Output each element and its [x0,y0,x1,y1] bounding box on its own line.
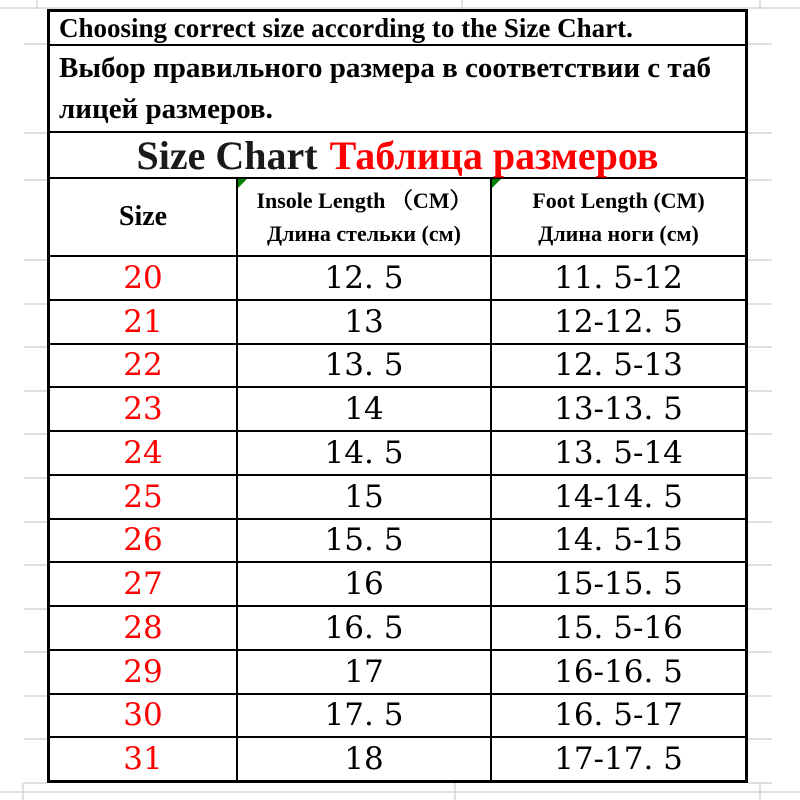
size-cell-value: 20 [123,259,163,296]
size-cell [50,695,236,737]
foot-cell-value: 17-17. 5 [554,741,683,778]
instruction-row-ru [50,46,745,133]
size-cell-value: 22 [123,347,163,384]
column-header-row [50,179,745,257]
size-cell-value: 31 [123,741,163,778]
foot-cell [490,345,745,387]
insole-cell-value: 15. 5 [324,522,404,559]
insole-cell-value: 16 [344,566,384,603]
insole-cell-value: 18 [344,741,384,778]
table-row [50,432,745,476]
insole-cell [236,301,490,343]
foot-cell-value: 14-14. 5 [554,478,683,515]
size-cell [50,607,236,649]
table-row [50,301,745,345]
insole-cell-value: 13 [344,303,384,340]
foot-cell-value: 12. 5-13 [554,347,683,384]
size-cell [50,301,236,343]
size-cell [50,563,236,605]
foot-cell-value: 13-13. 5 [554,391,683,428]
size-cell [50,520,236,562]
cell-corner-flag-icon [492,179,501,188]
size-cell-value: 28 [123,609,163,646]
instruction-text-en: Choosing correct size according to the Size Chart. [59,12,633,43]
size-cell-value: 25 [123,478,163,515]
size-cell-value: 29 [123,653,163,690]
table-row [50,388,745,432]
instruction-row-en [50,12,745,46]
size-cell-value: 24 [123,434,163,471]
header-foot-ru: Длина ноги (см) [538,221,699,246]
foot-cell-value: 16-16. 5 [554,653,683,690]
instruction-text-ru: Выбор правильного размера в соответствии с таб лицей размеров. [59,51,712,125]
foot-cell [490,476,745,518]
table-title-ru: Таблица размеров [329,132,659,178]
table-row [50,607,745,651]
foot-cell [490,607,745,649]
insole-cell [236,520,490,562]
insole-cell-value: 14 [344,391,384,428]
foot-cell [490,520,745,562]
foot-cell [490,432,745,474]
table-row [50,520,745,564]
header-size-label: Size [118,201,168,232]
insole-cell [236,651,490,693]
header-size [50,179,236,255]
size-cell-value: 26 [123,522,163,559]
header-insole-length [236,179,490,255]
size-cell [50,432,236,474]
header-insole-en: Insole Length （CM） [256,188,472,213]
size-cell [50,388,236,430]
foot-cell-value: 11. 5-12 [554,259,683,296]
cell-corner-flag-icon [238,179,247,188]
table-title-en: Size Chart [136,132,318,178]
foot-cell-value: 16. 5-17 [554,697,683,734]
size-cell-value: 23 [123,391,163,428]
insole-cell [236,257,490,299]
size-cell-value: 21 [123,303,163,340]
table-title-row [50,133,745,179]
header-insole-ru: Длина стельки (см) [267,221,461,246]
size-cell [50,651,236,693]
size-chart-table [47,9,748,783]
insole-cell [236,388,490,430]
header-foot-length [490,179,745,255]
insole-cell [236,563,490,605]
foot-cell [490,651,745,693]
foot-cell-value: 14. 5-15 [554,522,683,559]
size-cell [50,738,236,780]
size-cell [50,345,236,387]
foot-cell [490,301,745,343]
size-cell [50,476,236,518]
foot-cell-value: 15-15. 5 [554,566,683,603]
header-foot-en: Foot Length (CM) [532,188,705,213]
table-row [50,695,745,739]
foot-cell-value: 13. 5-14 [554,434,683,471]
insole-cell-value: 12. 5 [324,259,404,296]
insole-cell-value: 15 [344,478,384,515]
table-row [50,257,745,301]
foot-cell [490,257,745,299]
foot-cell [490,695,745,737]
foot-cell [490,388,745,430]
size-cell [50,257,236,299]
table-row [50,563,745,607]
insole-cell-value: 17 [344,653,384,690]
insole-cell-value: 13. 5 [324,347,404,384]
size-cell-value: 27 [123,566,163,603]
foot-cell [490,563,745,605]
table-row [50,476,745,520]
size-cell-value: 30 [123,697,163,734]
foot-cell-value: 15. 5-16 [554,609,683,646]
table-row [50,651,745,695]
insole-cell-value: 14. 5 [324,434,404,471]
foot-cell [490,738,745,780]
table-body [50,257,745,780]
insole-cell [236,345,490,387]
table-row [50,738,745,780]
foot-cell-value: 12-12. 5 [554,303,683,340]
insole-cell-value: 16. 5 [324,609,404,646]
insole-cell [236,476,490,518]
insole-cell [236,607,490,649]
insole-cell [236,432,490,474]
insole-cell-value: 17. 5 [324,697,404,734]
table-row [50,345,745,389]
insole-cell [236,738,490,780]
insole-cell [236,695,490,737]
